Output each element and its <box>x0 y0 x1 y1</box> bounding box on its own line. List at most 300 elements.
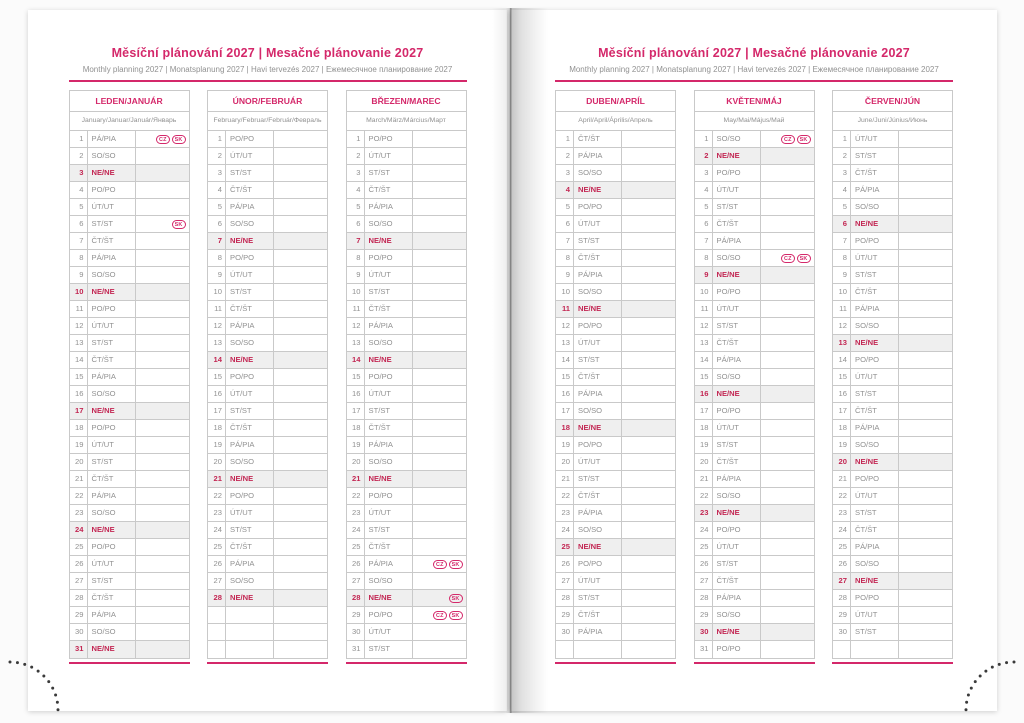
day-row <box>833 590 952 607</box>
day-number: 17 <box>208 403 226 419</box>
day-of-week: ČT/ŠT <box>226 420 274 436</box>
day-number: 8 <box>833 250 851 266</box>
day-row <box>70 199 189 216</box>
day-row <box>208 182 327 199</box>
day-row <box>70 369 189 386</box>
day-number: 19 <box>70 437 88 453</box>
day-row <box>347 267 466 284</box>
day-row <box>695 607 814 624</box>
notes-cell <box>413 131 466 147</box>
day-of-week: NE/NE <box>365 590 413 606</box>
notes-cell <box>274 284 327 300</box>
month-name: BŘEZEN/MAREC <box>347 91 466 112</box>
day-row <box>347 233 466 250</box>
day-of-week: PÁ/PIA <box>713 233 761 249</box>
notes-cell <box>899 233 952 249</box>
notes-cell <box>761 165 814 181</box>
day-of-week: ST/ST <box>851 148 899 164</box>
notes-cell <box>899 165 952 181</box>
day-number: 22 <box>70 488 88 504</box>
day-of-week: ÚT/UT <box>574 573 622 589</box>
day-row <box>833 454 952 471</box>
notes-cell <box>622 590 675 606</box>
notes-cell <box>899 148 952 164</box>
day-number <box>833 641 851 658</box>
notes-cell <box>622 437 675 453</box>
day-of-week: NE/NE <box>851 454 899 470</box>
notes-cell <box>274 267 327 283</box>
notes-cell <box>136 590 189 606</box>
day-number: 2 <box>695 148 713 164</box>
holiday-badge-sk: SK <box>449 594 463 603</box>
day-row <box>556 182 675 199</box>
day-row <box>556 267 675 284</box>
day-number: 11 <box>347 301 365 317</box>
notes-cell <box>274 488 327 504</box>
day-row <box>833 199 952 216</box>
day-number: 23 <box>347 505 365 521</box>
day-number: 26 <box>695 556 713 572</box>
month-languages: May/Mai/Május/Май <box>695 112 814 131</box>
day-row <box>833 216 952 233</box>
day-row <box>70 318 189 335</box>
day-number: 24 <box>556 522 574 538</box>
day-number: 20 <box>556 454 574 470</box>
notes-cell <box>136 437 189 453</box>
notes-cell <box>413 267 466 283</box>
day-row <box>347 165 466 182</box>
day-of-week: ÚT/UT <box>713 539 761 555</box>
day-row <box>695 369 814 386</box>
day-number: 16 <box>208 386 226 402</box>
notes-cell <box>413 471 466 487</box>
day-number: 12 <box>556 318 574 334</box>
day-row <box>695 199 814 216</box>
notes-cell <box>899 590 952 606</box>
day-row <box>208 454 327 471</box>
day-of-week: PÁ/PIA <box>574 148 622 164</box>
day-number: 19 <box>695 437 713 453</box>
day-row <box>70 437 189 454</box>
notes-cell <box>274 318 327 334</box>
day-of-week: SO/SO <box>226 216 274 232</box>
day-row <box>833 352 952 369</box>
day-number: 6 <box>70 216 88 232</box>
notes-cell <box>136 301 189 317</box>
day-row <box>347 250 466 267</box>
day-number: 25 <box>695 539 713 555</box>
day-number: 25 <box>70 539 88 555</box>
notes-cell <box>274 199 327 215</box>
day-row <box>556 284 675 301</box>
day-of-week: ČT/ŠT <box>851 522 899 538</box>
day-of-week: PÁ/PIA <box>365 199 413 215</box>
month-underline <box>346 662 467 664</box>
day-of-week: ČT/ŠT <box>226 539 274 555</box>
notes-cell <box>761 233 814 249</box>
month-box <box>832 90 953 659</box>
day-row <box>208 590 327 607</box>
day-of-week: SO/SO <box>574 165 622 181</box>
notes-cell <box>761 216 814 232</box>
day-number: 6 <box>833 216 851 232</box>
day-row <box>556 403 675 420</box>
day-row <box>695 403 814 420</box>
day-number: 30 <box>833 624 851 640</box>
left-page-content <box>69 10 467 664</box>
notes-cell <box>899 488 952 504</box>
day-number: 2 <box>70 148 88 164</box>
notes-cell <box>274 250 327 266</box>
notes-cell <box>274 454 327 470</box>
notes-cell <box>274 352 327 368</box>
day-of-week: NE/NE <box>851 573 899 589</box>
day-number: 28 <box>70 590 88 606</box>
day-row <box>695 165 814 182</box>
notes-cell <box>274 437 327 453</box>
day-number: 7 <box>695 233 713 249</box>
month-languages: June/Juni/Június/Июнь <box>833 112 952 131</box>
day-row <box>833 165 952 182</box>
day-of-week: NE/NE <box>713 386 761 402</box>
notes-cell <box>274 471 327 487</box>
day-of-week: PÁ/PIA <box>226 437 274 453</box>
day-row <box>833 267 952 284</box>
day-number: 16 <box>556 386 574 402</box>
day-of-week: PO/PO <box>574 199 622 215</box>
notes-cell <box>136 216 189 232</box>
day-row <box>695 488 814 505</box>
notes-cell <box>274 182 327 198</box>
notes-cell <box>274 522 327 538</box>
notes-cell <box>761 505 814 521</box>
day-number: 7 <box>833 233 851 249</box>
day-number: 25 <box>347 539 365 555</box>
day-row <box>695 556 814 573</box>
day-row <box>208 488 327 505</box>
day-row <box>208 267 327 284</box>
day-number: 12 <box>833 318 851 334</box>
day-number: 24 <box>70 522 88 538</box>
day-row <box>695 437 814 454</box>
day-of-week <box>226 641 274 658</box>
day-of-week <box>226 607 274 623</box>
day-number: 15 <box>695 369 713 385</box>
day-row <box>208 318 327 335</box>
day-row <box>347 369 466 386</box>
day-row <box>208 216 327 233</box>
day-of-week: PÁ/PIA <box>365 556 413 572</box>
day-of-week: ST/ST <box>574 233 622 249</box>
day-number: 5 <box>70 199 88 215</box>
day-number: 22 <box>556 488 574 504</box>
day-number: 1 <box>347 131 365 147</box>
day-number: 23 <box>70 505 88 521</box>
holiday-badge-sk: SK <box>449 560 463 569</box>
month-box <box>346 90 467 659</box>
day-of-week: PO/PO <box>88 539 136 555</box>
notes-cell <box>622 624 675 640</box>
day-row <box>208 335 327 352</box>
notes-cell <box>274 369 327 385</box>
day-number: 10 <box>556 284 574 300</box>
day-number: 3 <box>208 165 226 181</box>
day-number: 17 <box>695 403 713 419</box>
month-underline <box>207 662 328 664</box>
day-number: 7 <box>70 233 88 249</box>
notes-cell <box>413 250 466 266</box>
day-of-week: ČT/ŠT <box>365 182 413 198</box>
day-of-week: PÁ/PIA <box>851 301 899 317</box>
notes-cell <box>274 641 327 658</box>
day-row <box>556 148 675 165</box>
day-number: 3 <box>833 165 851 181</box>
day-of-week: PO/PO <box>713 284 761 300</box>
notes-cell <box>899 573 952 589</box>
notes-cell <box>622 556 675 572</box>
day-number: 6 <box>347 216 365 232</box>
month-table-may <box>694 90 815 664</box>
header-rule <box>555 80 953 82</box>
day-of-week: ÚT/UT <box>365 148 413 164</box>
day-row <box>695 590 814 607</box>
day-number: 16 <box>347 386 365 402</box>
day-number: 28 <box>695 590 713 606</box>
day-number: 8 <box>208 250 226 266</box>
day-number: 19 <box>556 437 574 453</box>
day-number: 28 <box>208 590 226 606</box>
right-page-content <box>555 10 953 664</box>
empty-day-row <box>208 607 327 624</box>
notes-cell <box>622 250 675 266</box>
day-of-week: ST/ST <box>574 352 622 368</box>
notes-cell <box>622 607 675 623</box>
day-number: 8 <box>556 250 574 266</box>
day-number: 27 <box>347 573 365 589</box>
day-number: 11 <box>208 301 226 317</box>
day-of-week: PO/PO <box>226 369 274 385</box>
day-of-week: SO/SO <box>88 505 136 521</box>
day-of-week: PÁ/PIA <box>574 624 622 640</box>
notes-cell <box>136 369 189 385</box>
notes-cell <box>761 250 814 266</box>
day-number: 4 <box>695 182 713 198</box>
day-number: 13 <box>70 335 88 351</box>
day-of-week: PO/PO <box>365 250 413 266</box>
day-of-week: NE/NE <box>574 420 622 436</box>
notes-cell <box>899 624 952 640</box>
left-page <box>28 10 507 711</box>
day-of-week: SO/SO <box>713 488 761 504</box>
day-row <box>70 624 189 641</box>
day-row <box>695 131 814 148</box>
day-of-week: NE/NE <box>713 267 761 283</box>
day-of-week: ČT/ŠT <box>851 403 899 419</box>
day-of-week: SO/SO <box>574 403 622 419</box>
day-of-week: ÚT/UT <box>851 607 899 623</box>
day-number: 21 <box>833 471 851 487</box>
day-row <box>347 284 466 301</box>
day-of-week: SO/SO <box>365 335 413 351</box>
notes-cell <box>136 318 189 334</box>
notes-cell <box>899 386 952 402</box>
notes-cell <box>413 301 466 317</box>
notes-cell <box>761 352 814 368</box>
notes-cell <box>413 386 466 402</box>
holiday-badge-sk: SK <box>172 220 186 229</box>
day-of-week: ST/ST <box>88 216 136 232</box>
notes-cell <box>413 369 466 385</box>
day-row <box>347 573 466 590</box>
day-number: 28 <box>556 590 574 606</box>
day-number: 30 <box>556 624 574 640</box>
notes-cell <box>622 471 675 487</box>
day-row <box>556 216 675 233</box>
notes-cell <box>274 216 327 232</box>
day-number: 17 <box>347 403 365 419</box>
day-number <box>208 641 226 658</box>
day-of-week: ÚT/UT <box>851 488 899 504</box>
day-number: 30 <box>347 624 365 640</box>
day-number: 13 <box>833 335 851 351</box>
day-row <box>70 573 189 590</box>
day-number: 16 <box>833 386 851 402</box>
day-of-week: ÚT/UT <box>226 386 274 402</box>
day-row <box>556 573 675 590</box>
notes-cell <box>899 335 952 351</box>
month-days <box>347 131 466 658</box>
right-page <box>511 10 997 711</box>
notes-cell <box>413 352 466 368</box>
day-number: 5 <box>556 199 574 215</box>
notes-cell <box>761 471 814 487</box>
notes-cell <box>761 284 814 300</box>
notes-cell <box>899 539 952 555</box>
notes-cell <box>413 539 466 555</box>
day-of-week: SO/SO <box>88 267 136 283</box>
day-of-week: ST/ST <box>365 522 413 538</box>
day-of-week: SO/SO <box>851 318 899 334</box>
day-row <box>347 624 466 641</box>
day-number: 5 <box>695 199 713 215</box>
day-row <box>833 318 952 335</box>
day-row <box>833 131 952 148</box>
day-number: 14 <box>347 352 365 368</box>
perforation-corner-left-icon <box>0 652 70 714</box>
day-of-week: SO/SO <box>226 573 274 589</box>
day-number: 13 <box>556 335 574 351</box>
month-name: KVĚTEN/MÁJ <box>695 91 814 112</box>
day-number: 10 <box>833 284 851 300</box>
day-number: 31 <box>347 641 365 658</box>
notes-cell <box>136 641 189 658</box>
day-of-week: ST/ST <box>365 165 413 181</box>
day-of-week: ÚT/UT <box>88 556 136 572</box>
day-of-week <box>851 641 899 658</box>
month-box <box>694 90 815 659</box>
months-row <box>555 90 953 664</box>
notes-cell <box>413 556 466 572</box>
day-of-week: ST/ST <box>226 522 274 538</box>
notes-cell <box>899 199 952 215</box>
day-number: 19 <box>833 437 851 453</box>
day-row <box>695 233 814 250</box>
month-name: ČERVEN/JÚN <box>833 91 952 112</box>
day-of-week: ÚT/UT <box>851 131 899 147</box>
notes-cell <box>274 403 327 419</box>
day-row <box>70 522 189 539</box>
day-row <box>208 539 327 556</box>
day-number: 13 <box>347 335 365 351</box>
day-number: 12 <box>208 318 226 334</box>
holiday-badge-cz: CZ <box>433 560 447 569</box>
notes-cell <box>899 182 952 198</box>
day-row <box>347 386 466 403</box>
day-number: 20 <box>695 454 713 470</box>
day-of-week: PO/PO <box>713 165 761 181</box>
day-number: 18 <box>695 420 713 436</box>
day-of-week: ST/ST <box>88 454 136 470</box>
notes-cell <box>274 420 327 436</box>
day-of-week: NE/NE <box>851 335 899 351</box>
day-of-week: ČT/ŠT <box>365 420 413 436</box>
day-row <box>70 386 189 403</box>
day-row <box>70 488 189 505</box>
day-number: 18 <box>833 420 851 436</box>
day-of-week: ST/ST <box>713 437 761 453</box>
day-of-week: NE/NE <box>88 165 136 181</box>
notes-cell <box>136 556 189 572</box>
day-of-week: NE/NE <box>365 352 413 368</box>
day-of-week: PÁ/PIA <box>713 590 761 606</box>
notes-cell <box>274 148 327 164</box>
day-number: 10 <box>70 284 88 300</box>
day-row <box>347 590 466 607</box>
day-number: 10 <box>695 284 713 300</box>
day-of-week: ÚT/UT <box>365 505 413 521</box>
day-of-week: PÁ/PIA <box>88 250 136 266</box>
notes-cell <box>136 471 189 487</box>
notes-cell <box>413 437 466 453</box>
day-number: 26 <box>347 556 365 572</box>
day-of-week: ÚT/UT <box>851 369 899 385</box>
day-number: 20 <box>208 454 226 470</box>
day-number: 22 <box>347 488 365 504</box>
day-row <box>70 250 189 267</box>
day-of-week: ST/ST <box>226 284 274 300</box>
day-number: 19 <box>208 437 226 453</box>
month-languages: January/Januar/Január/Январь <box>70 112 189 131</box>
day-row <box>833 148 952 165</box>
day-row <box>695 267 814 284</box>
day-number: 11 <box>70 301 88 317</box>
day-of-week: NE/NE <box>713 148 761 164</box>
day-of-week: PÁ/PIA <box>88 607 136 623</box>
day-number: 20 <box>70 454 88 470</box>
notes-cell <box>622 539 675 555</box>
day-of-week: ČT/ŠT <box>574 131 622 147</box>
day-number: 23 <box>833 505 851 521</box>
notes-cell <box>622 352 675 368</box>
day-row <box>695 284 814 301</box>
day-number: 29 <box>70 607 88 623</box>
day-row <box>556 624 675 641</box>
month-table-april <box>555 90 676 664</box>
empty-day-row <box>833 641 952 658</box>
day-of-week: PO/PO <box>365 488 413 504</box>
notes-cell <box>413 199 466 215</box>
notes-cell <box>761 131 814 147</box>
